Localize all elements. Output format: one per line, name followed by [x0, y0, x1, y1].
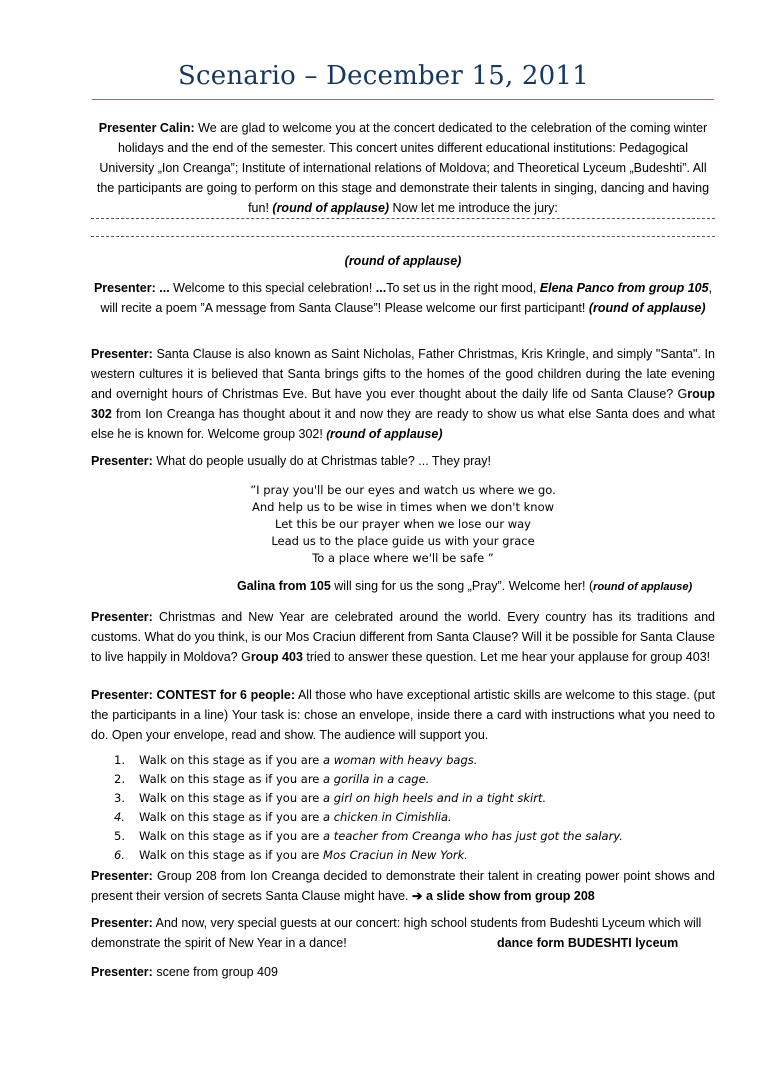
presenter-paragraph-6: [91, 607, 715, 667]
list-number: 5.: [114, 829, 125, 843]
dance-label-line: [497, 933, 717, 953]
paragraph-text: All those who have exceptional artistic skills are welcome to this stage. (put the participants in a line) Your task is: chose an envelope, inside there a card with instructions what you need to do. Open your envelope, read and show. The audience will support you.: [91, 688, 715, 742]
ellipsis: ...: [375, 281, 387, 295]
paragraph-text: will sing for us the song „Pray”. Welcome her! (: [330, 579, 594, 593]
applause-cue: round of applause): [330, 427, 443, 441]
presenter-paragraph-4: [91, 451, 715, 471]
dance-label: dance form BUDESHTI lyceum: [497, 936, 679, 950]
contest-paragraph: [91, 685, 715, 745]
list-text: Walk on this stage as if you are: [139, 791, 324, 805]
group-name: roup 302: [91, 387, 715, 421]
list-role: a girl on high heels and in a tight skirt.: [323, 791, 547, 805]
presenter-paragraph-10: [91, 962, 715, 982]
list-item: [91, 808, 715, 827]
list-text: Walk on this stage as if you are: [139, 829, 324, 843]
paragraph-text: Christmas and New Year are celebrated around the world. Every country has its traditions and customs. What do you think, is our Mos Craciun different from Santa Clause? Will it be possible for Santa Clause to live happily in Moldova? G: [91, 610, 715, 664]
speaker-label: Presenter:: [91, 965, 153, 979]
participant-name: Elena Panco from group 105: [539, 281, 709, 295]
paragraph-text: Welcome to this special celebration!: [169, 281, 376, 295]
applause-open: (: [326, 429, 330, 441]
jury-blank-line-2: [91, 236, 715, 237]
list-item: [91, 789, 715, 808]
list-role: a teacher from Creanga who has just got the salary.: [323, 829, 623, 843]
list-text: Walk on this stage as if you are: [139, 772, 324, 786]
list-item: [91, 770, 715, 789]
speaker-label: Presenter:: [91, 916, 153, 930]
presenter-paragraph-3: [91, 344, 715, 445]
presenter-paragraph-8: [91, 866, 715, 906]
poem-line: And help us to be wise in times when we don't know: [251, 500, 555, 514]
list-item: [91, 827, 715, 846]
paragraph-text: tried to answer these question. Let me hear your applause for group 403!: [302, 650, 711, 664]
poem-line: Let this be our prayer when we lose our way: [275, 517, 531, 531]
galina-announcement: [237, 576, 717, 597]
paragraph-text: Group 208 from Ion Creanga decided to demonstrate their talent in creating power point shows and present their version of secrets Santa Clause might have.: [91, 869, 715, 903]
paragraph-text: And now, very special guests at our concert: high school students from Budeshti Lyceum which will demonstrate the spirit of New Year in a dance!: [91, 916, 702, 950]
speaker-label: Presenter Calin:: [98, 121, 195, 135]
applause-line: [91, 251, 715, 271]
list-number: 3.: [114, 791, 125, 805]
participant-name: Galina from 105: [237, 579, 331, 593]
list-role: a woman with heavy bags.: [323, 753, 478, 767]
applause-cue: round of applause): [593, 581, 693, 593]
speaker-label: Presenter: CONTEST for 6 people:: [91, 688, 296, 702]
title-underline: [92, 99, 714, 100]
list-number: 4.: [114, 810, 125, 824]
list-role: a chicken in Cimishlia.: [323, 810, 452, 824]
list-item: [91, 751, 715, 770]
contest-list: [91, 751, 715, 865]
poem-line: ”I pray you'll be our eyes and watch us where we go.: [250, 483, 556, 497]
poem-line: Lead us to the place guide us with your grace: [271, 534, 535, 548]
intro-tail: Now let me introduce the jury:: [389, 201, 558, 215]
applause-cue: (round of applause): [344, 254, 462, 268]
poem-line: To a place where we'll be safe ”: [312, 551, 494, 565]
slide-show-label: a slide show from group 208: [422, 889, 595, 903]
intro-text: We are glad to welcome you at the concert dedicated to the celebration of the coming winter holidays and the end of the semester. This concert unites different educational institutions: Pedagogical University „Ion Creanga”; Institute of international relations of Moldova; and Theoretical Lyceum „Budeshti”. All the participants are going to perform on this stage and demonstrate their talents in singing, dancing and having fun!: [96, 121, 710, 215]
speaker-label: Presenter:: [91, 454, 153, 468]
intro-paragraph: [91, 118, 715, 218]
prayer-poem: [230, 482, 576, 567]
list-number: 1.: [114, 753, 125, 767]
jury-blank-line-1: [91, 218, 715, 219]
group-name: roup 403: [250, 650, 303, 664]
paragraph-text: from Ion Creanga has thought about it and now they are ready to show us what else Santa does and what else he is known for. Welcome group 302!: [91, 407, 715, 441]
applause-cue: (round of applause): [588, 301, 706, 315]
page-title: Scenario – December 15, 2011: [178, 61, 589, 91]
list-text: Walk on this stage as if you are: [139, 810, 324, 824]
paragraph-text: , will recite a poem ”A message from Santa Clause”! Please welcome our first participant!: [100, 281, 713, 315]
applause-cue: (round of applause): [272, 201, 390, 215]
presenter-paragraph-2: [91, 278, 715, 318]
speaker-label: Presenter:: [91, 610, 153, 624]
list-number: 2.: [114, 772, 125, 786]
list-role: a gorilla in a cage.: [323, 772, 430, 786]
speaker-label: Presenter: ...: [93, 281, 170, 295]
list-number: 6.: [114, 848, 125, 862]
paragraph-text: scene from group 409: [152, 965, 278, 979]
list-role: Mos Craciun in New York.: [323, 848, 468, 862]
paragraph-text: To set us in the right mood,: [386, 281, 540, 295]
paragraph-text: Santa Clause is also known as Saint Nicholas, Father Christmas, Kris Kringle, and simply "Santa". In western cultures it is believed that Santa brings gifts to the homes of the good children during the late evening and overnight hours of Christmas Eve. But have you ever thought about the daily life od Santa Clause? G: [91, 347, 715, 401]
list-text: Walk on this stage as if you are: [139, 753, 324, 767]
list-text: Walk on this stage as if you are: [139, 848, 324, 862]
list-item: [91, 846, 715, 865]
arrow-icon: ➔: [412, 889, 423, 903]
paragraph-text: What do people usually do at Christmas table? ... They pray!: [152, 454, 491, 468]
speaker-label: Presenter:: [91, 869, 153, 883]
speaker-label: Presenter:: [91, 347, 153, 361]
